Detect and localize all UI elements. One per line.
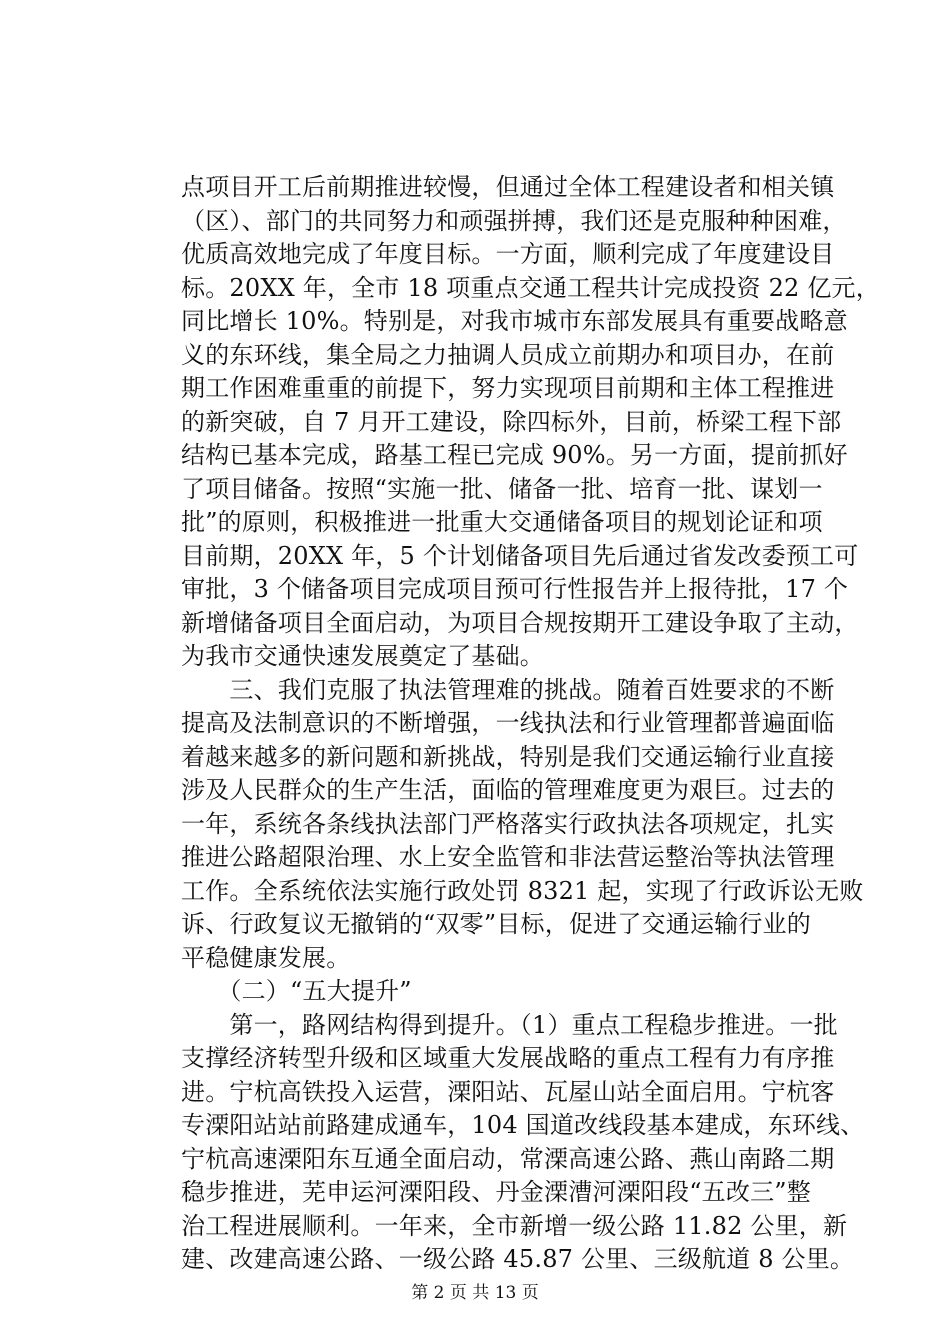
text-line: 优质高效地完成了年度目标。一方面，顺利完成了年度建设目 — [181, 240, 835, 268]
paragraph-start-line: 第一，路网结构得到提升。（1）重点工程稳步推进。一批 — [181, 1010, 838, 1039]
text-line: （区）、部门的共同努力和顽强拼搏，我们还是克服种种困难， — [181, 206, 847, 235]
page-number: 第 2 页 共 13 页 — [411, 1283, 539, 1303]
paragraph-start-line: 三、我们克服了执法管理难的挑战。随着百姓要求的不断 — [181, 675, 835, 704]
text-line: 专溧阳站站前路建成通车，104 国道改线段基本建成，东环线、 — [181, 1111, 865, 1139]
text-line: 审批，3 个储备项目完成项目预可行性报告并上报待批，17 个 — [181, 575, 849, 603]
document-body — [181, 171, 880, 1277]
text-line: 诉、行政复议无撤销的“双零”目标，促进了交通运输行业的 — [181, 910, 811, 938]
text-line: 标。20XX 年，全市 18 项重点交通工程共计完成投资 22 亿元， — [181, 273, 880, 302]
text-line: 结构已基本完成，路基工程已完成 90%。另一方面，提前抓好 — [181, 441, 848, 469]
text-line: 涉及人民群众的生产生活，面临的管理难度更为艰巨。过去的 — [181, 776, 835, 804]
text-line: 的新突破，自 7 月开工建设，除四标外，目前，桥梁工程下部 — [181, 407, 842, 436]
text-line: 义的东环线，集全局之力抽调人员成立前期办和项目办，在前 — [181, 340, 835, 369]
text-line: 批”的原则，积极推进一批重大交通储备项目的规划论证和项 — [181, 508, 823, 536]
page-footer — [0, 1283, 950, 1303]
text-line: 建、改建高速公路、一级公路 45.87 公里、三级航道 8 公里。 — [181, 1245, 855, 1273]
text-line: 推进公路超限治理、水上安全监管和非法营运整治等执法管理 — [181, 843, 835, 871]
text-line: 新增储备项目全面启动，为项目合规按期开工建设争取了主动， — [181, 608, 859, 637]
text-line: 工作。全系统依法实施行政处罚 8321 起，实现了行政诉讼无败 — [181, 876, 864, 905]
text-line: 了项目储备。按照“实施一批、储备一批、培育一批、谋划一 — [181, 474, 823, 503]
text-line: 点项目开工后前期推进较慢，但通过全体工程建设者和相关镇 — [181, 173, 835, 201]
text-line: 支撑经济转型升级和区域重大发展战略的重点工程有力有序推 — [181, 1044, 835, 1072]
text-line: 目前期，20XX 年，5 个计划储备项目先后通过省发改委预工可 — [181, 541, 859, 570]
section-heading: （二）“五大提升” — [181, 977, 412, 1005]
text-line: 稳步推进，芜申运河溧阳段、丹金溧漕河溧阳段“五改三”整 — [181, 1178, 811, 1206]
text-line: 治工程进展顺利。一年来，全市新增一级公路 11.82 公里，新 — [181, 1211, 848, 1240]
text-line: 一年，系统各条线执法部门严格落实行政执法各项规定，扎实 — [181, 809, 835, 838]
text-line: 提高及法制意识的不断增强，一线执法和行业管理都普遍面临 — [181, 709, 835, 737]
text-line: 平稳健康发展。 — [181, 943, 351, 972]
text-line: 为我市交通快速发展奠定了基础。 — [181, 642, 544, 670]
text-line: 进。宁杭高铁投入运营，溧阳站、瓦屋山站全面启用。宁杭客 — [181, 1077, 835, 1106]
text-line: 宁杭高速溧阳东互通全面启动，常溧高速公路、燕山南路二期 — [181, 1144, 835, 1173]
text-line: 着越来越多的新问题和新挑战，特别是我们交通运输行业直接 — [181, 742, 835, 771]
text-line: 期工作困难重重的前提下，努力实现项目前期和主体工程推进 — [181, 374, 835, 402]
text-line: 同比增长 10%。特别是，对我市城市东部发展具有重要战略意 — [181, 307, 848, 335]
